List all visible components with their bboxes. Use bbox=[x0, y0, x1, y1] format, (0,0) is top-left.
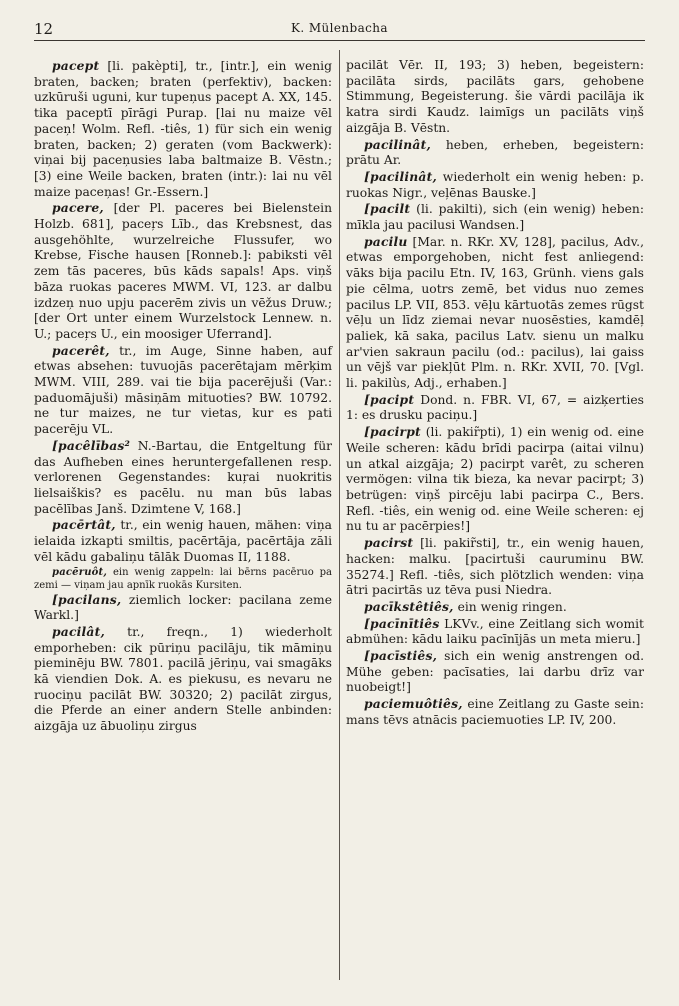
entry-text: Dond. n. FBR. VI, 67, = aizķerties 1: es drusku paciņu.] bbox=[346, 392, 644, 423]
entry-headword: pacēruôt, bbox=[52, 566, 108, 578]
entry-text: (li. pakir̃pti), 1) ein wenig od. eine Weile scheren: kādu brīdi pacirpa (aitai vilnu) un atkal aizgāja; 2) pacirpt varêt, zu scheren vermögen: vilna tik bieza, ka nevar pacirpt; 3) betrügen: viņš pircēju labi pacirpa C., Bers. Refl. -tiês, ein wenig od. eine Weile scheren: ej nu tu ar pacērpies!] bbox=[346, 425, 644, 534]
entry-headword: [pacilt bbox=[364, 201, 411, 217]
dictionary-entry bbox=[34, 517, 332, 565]
entry-text: tr., im Auge, Sinne haben, auf etwas absehen: tuvuojās pacerētajam mērķim MWM. VIII, 289. vai tie bija pacerējuši (Var.: paduomājuši) māsiņām mituoties? BW. 10792. ne tur maizes, ne tur vietas, kur es pati pacerēju VL. bbox=[34, 343, 332, 437]
dictionary-entry bbox=[346, 137, 644, 169]
entry-headword: pacerêt, bbox=[52, 342, 110, 358]
dictionary-entry bbox=[346, 648, 644, 696]
dictionary-entry bbox=[346, 535, 644, 599]
entry-text: ein wenig zappeln: lai bērns pacēruo pa zemi — viņam jau apnīk ruokās Kursiten. bbox=[34, 566, 332, 591]
entry-text: pacilāt Vēr. II, 193; 3) heben, begeistern: pacilāta sirds, pacilāts gars, gehobene Stimmung, Begeisterung. šie vārdi pacilāja ik katra sirdi Kaudz. laimīgs un pacilāts viņš aizgāja B. Vēstn. bbox=[346, 58, 644, 135]
entry-text: [li. pakèpti], tr., [intr.], ein wenig braten, backen; braten (perfektiv), backen: uzkūruši uguni, kur tupeņus pacept A. XX, 145. tika paceptī pīrāgi Purap. [lai nu maize vēl paceņ! Wolm. Refl. -tiês, 1) für sich ein wenig braten, backen; 2) geraten (vom Backwerk): viņai bij paceņusies laba baltmaize B. Vēstn.; [3) eine Weile backen, braten (intr.): lai nu vēl maize paceņas! Gr.-Essern.] bbox=[34, 59, 332, 199]
entry-text: tr., ein wenig hauen, mähen: viņa ielaida izkapti smiltis, pacērtāja, pacērtāja zāli vēl kādu gabaliņu tālāk Duomas II, 1188. bbox=[34, 518, 332, 564]
dictionary-entry bbox=[346, 234, 644, 392]
entry-text: heben, erheben, begeistern: prātu Ar. bbox=[346, 137, 644, 168]
column-divider bbox=[339, 50, 340, 980]
entry-headword: pacilinât, bbox=[364, 136, 431, 152]
entry-headword: [pacirpt bbox=[364, 424, 421, 440]
entry-text: [der Pl. paceres bei Bielenstein Holzb. 681], paceŗs Līb., das Krebsnest, das ausgehöhlte, wurzelreiche Flussufer, wo Krebse, Fische hausen [Ronneb.]: pabiksti vēl zem tās paceres, būs kāds sapals! Aps. viņš bāza ruokas paceres MWM. VI, 123. ar dalbu izdzeņ nuo upju pacerēm zivis un vēžus Druw.; [der Ort unter einem Wurzelstock Lennew. n. U.; paceŗs U., ein moosiger Uferrand]. bbox=[34, 201, 332, 341]
entry-headword: pacept bbox=[52, 58, 100, 73]
entry-headword: pacirst bbox=[364, 535, 414, 551]
entry-text: LKVv., eine Zeitlang sich womit abmühen: kādu laiku pacīnījās un meta mieru.] bbox=[346, 616, 644, 647]
right-column bbox=[346, 58, 644, 729]
running-title: K. Mülenbacha bbox=[291, 21, 388, 35]
dictionary-entry bbox=[34, 200, 332, 342]
left-column bbox=[34, 58, 332, 735]
page-number: 12 bbox=[34, 20, 54, 38]
dictionary-entry bbox=[346, 169, 644, 201]
entry-headword: [pacêlības² bbox=[52, 437, 131, 453]
dictionary-entry bbox=[34, 58, 332, 200]
entry-headword: [pacilans, bbox=[52, 591, 122, 607]
dictionary-entry bbox=[346, 696, 644, 728]
entry-headword: [pacīstiês, bbox=[364, 648, 438, 664]
entry-text: wiederholt ein wenig heben: p. ruokas Nigr., veļēnas Bauske.] bbox=[346, 169, 644, 200]
entry-headword: pacilu bbox=[364, 233, 408, 249]
entry-text: (li. pakilti), sich (ein wenig) heben: mīkla jau pacilusi Wandsen.] bbox=[346, 202, 644, 233]
entry-text: tr., freqn., 1) wiederholt emporheben: cik pūriņu pacilāju, tik māmiņu pieminēju BW. 7801. pacilā jēriņu, vai smagāks kā viendien Dok. A. es piekusu, es nevaru ne ruociņu pacilāt BW. 30320; 2) pacilāt zirgus, die Pferde an einer andern Stelle anbinden: aizgāja uz ābuoliņu zirgus bbox=[34, 624, 332, 734]
entry-headword: pacīkstêtiês, bbox=[364, 598, 454, 614]
dictionary-entry bbox=[346, 616, 644, 648]
dictionary-entry bbox=[34, 438, 332, 518]
entry-headword: pacere, bbox=[52, 200, 104, 216]
dictionary-entry bbox=[34, 592, 332, 624]
entry-headword: [pacipt bbox=[364, 391, 415, 407]
dictionary-entry bbox=[34, 566, 332, 592]
dictionary-entry bbox=[346, 424, 644, 535]
dictionary-entry bbox=[34, 624, 332, 735]
entry-headword: [pacīnītiês bbox=[364, 615, 440, 631]
dictionary-entry bbox=[346, 201, 644, 233]
entry-headword: [pacilinât, bbox=[364, 168, 437, 184]
entry-text: eine Zeitlang zu Gaste sein: mans tēvs atnācis paciemuoties LP. IV, 200. bbox=[346, 697, 644, 727]
entry-text: ein wenig ringen. bbox=[453, 599, 567, 614]
entry-text: ziemlich locker: pacilana zeme Warkl.] bbox=[34, 592, 332, 623]
dictionary-entry bbox=[346, 392, 644, 424]
entry-text: [li. pakir̃sti], tr., ein wenig hauen, hacken: malku. [pacirtuši cauruminu BW. 35274.] Refl. -tiês, sich plötzlich wenden: viņa ātri pacirtās uz tēva pusi Niedra. bbox=[346, 536, 644, 598]
dictionary-entry bbox=[346, 58, 644, 137]
page-header bbox=[34, 18, 645, 41]
entry-headword: paciemuôtiês, bbox=[364, 696, 463, 712]
entry-headword: pacilât, bbox=[52, 623, 105, 639]
entry-text: sich ein wenig anstrengen od. Mühe geben: pacīsaties, lai darbu drīz var nuobeigt!] bbox=[346, 649, 644, 695]
dictionary-entry bbox=[346, 599, 644, 616]
entry-text: [Mar. n. RKr. XV, 128], pacilus, Adv., etwas emporgehoben, nicht fest anliegend: vāks bija pacilu Etn. IV, 163, Grünh. viens gals pie cēlma, uotrs zemē, bet vidus nuo zemes pacilus LP. VII, 853. vēļu kārtuotās zemes rūgst vēļu un līdz ziemai nevar nuosēsties, kamdēļ paliek, kā saka, pacilus Latv. sienu un malku ar'vien sakraun pacilu (od.: pacilus), lai gaiss un vējš var piekļūt Plm. n. RKr. XVII, 70. [Vgl. li. pakilùs, Adj., erhaben.] bbox=[346, 234, 644, 391]
entry-headword: pacērtât, bbox=[52, 517, 116, 533]
dictionary-entry bbox=[34, 343, 332, 438]
entry-text: N.-Bartau, die Entgeltung für das Aufheben eines heruntergefallenen resp. verlorenen Gegenstandes: kuŗai nuokritis lielsaiškis? es pacēlu. nu man būs labas pacēlības Janš. Dzimtene V, 168.] bbox=[34, 438, 332, 516]
